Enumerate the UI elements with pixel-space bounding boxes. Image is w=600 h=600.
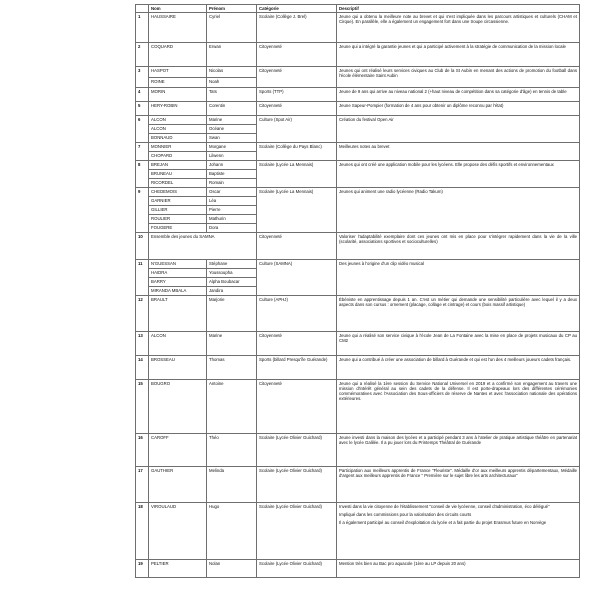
row-number: 14 — [136, 356, 149, 380]
cell-prenom: Marine — [207, 332, 257, 356]
table-row — [136, 161, 580, 170]
table-row — [136, 332, 580, 356]
cell-prenom: Erwan — [207, 43, 257, 67]
table-row — [136, 260, 580, 269]
cell-categorie: Citoyenneté — [257, 233, 337, 260]
cell-prenom: Youssoupha — [207, 269, 257, 278]
cell-nom: FOUGERE — [149, 224, 207, 233]
cell-descriptif — [337, 43, 580, 67]
row-number: 2 — [136, 43, 149, 67]
cell-descriptif — [337, 467, 580, 503]
cell-nom: ALCON — [149, 332, 207, 356]
descriptif-text: Valoriser l'adaptabilité exemplaire dont ces jeunes ont mis en place pour s'intégrer rapidement dans la vie de la ville (scolarité, associations sportives et socioculturelles) — [339, 234, 577, 245]
cell-prenom: Thomas — [207, 356, 257, 380]
header-categorie: Catégorie — [257, 5, 337, 13]
table-row — [136, 88, 580, 102]
cell-nom: BARRY — [149, 278, 207, 287]
row-number: 11 — [136, 260, 149, 296]
cell-prenom: Lilwenn — [207, 152, 257, 161]
descriptif-text: Jeune qui a réalisé son service civique à l'école Jean de La Fontaine avec la mise en place de projets musicaux du CP au CM2 — [339, 333, 577, 344]
cell-categorie: Citoyenneté — [257, 332, 337, 356]
cell-nom: BROSSEAU — [149, 356, 207, 380]
cell-categorie: Scolaire (Collège du Pays Blanc) — [257, 143, 337, 161]
row-number: 7 — [136, 143, 149, 161]
descriptif-text: Création du festival Open Air — [339, 117, 394, 123]
table-body — [136, 13, 580, 578]
row-number: 5 — [136, 102, 149, 116]
cell-nom: PELTIER — [149, 560, 207, 578]
cell-prenom: Nicolas — [207, 67, 257, 78]
cell-descriptif — [337, 560, 580, 578]
cell-prenom: Johann — [207, 161, 257, 170]
row-number: 19 — [136, 560, 149, 578]
cell-categorie: Scolaire (Lycée La Mennais) — [257, 161, 337, 188]
cell-nom: ALCON — [149, 116, 207, 125]
cell-categorie: Sports (TTP) — [257, 88, 337, 102]
cell-descriptif — [337, 188, 580, 233]
descriptif-text: Jeune qui a obtenu la meilleure note au brevet et qui s'est impliquée dans les parcours artistiques et culturels (CHAM et Cirque). En parallèle, elle a également un engagement fort dans une troupe circassienne. — [339, 14, 577, 25]
descriptif-text: Il a également participé au conseil d'exploitation du lycée et a fait partie du projet Erasmus future en Norvège — [339, 520, 547, 526]
cell-prenom: Antoine — [207, 380, 257, 434]
cell-nom: CAROFF — [149, 434, 207, 467]
cell-nom: Ensemble des jeunes du SAMNA — [149, 233, 257, 260]
descriptif-text: Jeune qui a contribué à créer une association de billard à Guérande et qui est l'un des 4 meilleurs joueurs cadets français. — [339, 357, 572, 363]
table-row — [136, 296, 580, 332]
row-number: 9 — [136, 188, 149, 233]
cell-nom: ROINE — [149, 77, 207, 88]
cell-descriptif — [337, 143, 580, 161]
cell-categorie: Citoyenneté — [257, 380, 337, 434]
cell-prenom: Marjorie — [207, 296, 257, 332]
cell-prenom: Noah — [207, 77, 257, 88]
cell-nom: BOUGRO — [149, 380, 207, 434]
cell-prenom: Swan — [207, 134, 257, 143]
cell-descriptif — [337, 233, 580, 260]
descriptif-text: Jeune de 9 ans qui arrive au niveau national 2 (+haut niveau de compétition dans sa catégorie d'âge) en tennis de table — [339, 89, 567, 95]
cell-categorie: Sports (billard Presqu'île Guérande) — [257, 356, 337, 380]
cell-prenom: Oscar — [207, 188, 257, 197]
cell-descriptif — [337, 356, 580, 380]
cell-categorie: Scolaire (Lycée La Mennais) — [257, 188, 337, 233]
cell-descriptif — [337, 67, 580, 88]
cell-descriptif — [337, 296, 580, 332]
cell-descriptif — [337, 102, 580, 116]
cell-descriptif — [337, 88, 580, 102]
cell-nom: COQUARD — [149, 43, 207, 67]
row-number: 6 — [136, 116, 149, 143]
header-number — [136, 5, 149, 13]
cell-categorie: Scolaire (Lycée Olivier Guichard) — [257, 503, 337, 560]
table-row — [136, 503, 580, 560]
cell-prenom: Marine — [207, 116, 257, 125]
row-number: 16 — [136, 434, 149, 467]
table-row — [136, 356, 580, 380]
table-row — [136, 102, 580, 116]
descriptif-text: Jeune qui a intégré la garantie jeunes et qui a participé activement à la stratégie de communication de la mission locale — [339, 44, 566, 50]
laureates-table — [135, 4, 580, 578]
cell-prenom: Stéphane — [207, 260, 257, 269]
cell-nom: GILLIER — [149, 206, 207, 215]
table-row — [136, 233, 580, 260]
descriptif-text: Participation aux meilleurs apprentis de France "Fleuriste". Médaille d'or aux meilleurs apprentis départementaux, Médaille d'argent aux meilleurs apprentis de France " Première sur le sujet libre les arts architecturaux" — [339, 468, 577, 479]
cell-prenom: Léa — [207, 197, 257, 206]
cell-prenom: Dora — [207, 224, 257, 233]
cell-prenom: Taïs — [207, 88, 257, 102]
descriptif-text: Jeune Sapeur-Pompier (formation de 4 ans pour obtenir un diplôme reconnu par l'état) — [339, 103, 504, 109]
cell-nom: N'GUESSAN — [149, 260, 207, 269]
header-nom: Nom — [149, 5, 207, 13]
cell-prenom: Romain — [207, 179, 257, 188]
table-row — [136, 116, 580, 125]
cell-nom: BRAULT — [149, 296, 207, 332]
cell-prenom: Melinda — [207, 467, 257, 503]
descriptif-text: Ébéniste en apprentissage depuis 1 an. C'est un métier qui demande une sensibilité particulière avec lequel il y a deux aspects dans son cursus : ornement (placage, collage et cintrage) et cours (bois massif artistique) — [339, 297, 577, 308]
cell-descriptif — [337, 434, 580, 467]
cell-categorie: Culture (APHJ) — [257, 296, 337, 332]
table-row — [136, 560, 580, 578]
cell-nom: HERY-ROBIN — [149, 102, 207, 116]
descriptif-text: Impliqué dans les commissions pour la valorisation des circuits courts — [339, 512, 472, 518]
cell-descriptif — [337, 116, 580, 143]
table-row — [136, 13, 580, 43]
cell-prenom: Océane — [207, 125, 257, 134]
cell-categorie: Culture (Spot Air) — [257, 116, 337, 143]
row-number: 4 — [136, 88, 149, 102]
header-descriptif: Descriptif — [337, 5, 580, 13]
cell-nom: HASPOT — [149, 67, 207, 78]
descriptif-text: Des jeunes à l'origine d'un clip vidéo musical — [339, 261, 424, 267]
cell-prenom: Théo — [207, 434, 257, 467]
cell-categorie: Culture (SAMNA) — [257, 260, 337, 296]
cell-nom: HAIDRA — [149, 269, 207, 278]
cell-prenom: Pierre — [207, 206, 257, 215]
descriptif-text: Meilleures notes au brevet — [339, 144, 390, 150]
cell-prenom: Jandira — [207, 287, 257, 296]
row-number: 3 — [136, 67, 149, 88]
cell-nom: VIROULAUD — [149, 503, 207, 560]
table-row — [136, 188, 580, 197]
cell-nom: CHOPARD — [149, 152, 207, 161]
cell-categorie: Citoyenneté — [257, 43, 337, 67]
cell-prenom: Baptiste — [207, 170, 257, 179]
cell-categorie: Citoyenneté — [257, 67, 337, 88]
cell-nom: GAUTHIER — [149, 467, 207, 503]
row-number: 8 — [136, 161, 149, 188]
header-prenom: Prénom — [207, 5, 257, 13]
cell-nom: HAUSSAIRE — [149, 13, 207, 43]
row-number: 1 — [136, 13, 149, 43]
cell-nom: GARNIER — [149, 197, 207, 206]
cell-descriptif — [337, 380, 580, 434]
table-row — [136, 434, 580, 467]
descriptif-text: Investi dans la vie citoyenne de l'établissement "conseil de vie lycéenne, conseil d'administration, éco délégué" — [339, 504, 550, 510]
cell-prenom: Alpha Boubacar — [207, 278, 257, 287]
row-number: 18 — [136, 503, 149, 560]
descriptif-text: Jeunes qui animent une radio lycéenne (Radio Takum) — [339, 189, 443, 195]
cell-nom: BREJAN — [149, 161, 207, 170]
cell-prenom: Mathurin — [207, 215, 257, 224]
cell-descriptif — [337, 503, 580, 560]
row-number: 12 — [136, 296, 149, 332]
cell-descriptif — [337, 332, 580, 356]
cell-categorie: Citoyenneté — [257, 102, 337, 116]
cell-prenom: Morgane — [207, 143, 257, 152]
cell-nom: ALCON — [149, 125, 207, 134]
cell-categorie: Scolaire (Lycée Olivier Guichard) — [257, 467, 337, 503]
cell-categorie: Scolaire (Lycée Olivier Guichard) — [257, 434, 337, 467]
cell-categorie: Scolaire (Collège J. Brel) — [257, 13, 337, 43]
descriptif-text: Jeune investi dans la maison des lycées et a participé pendant 3 ans à l'atelier de pratique artistique théâtre en partenariat avec le lycée Galilée. Il a pu jouer lors du Printemps Théâtral de Guérande — [339, 435, 577, 446]
cell-nom: BONNAUD — [149, 134, 207, 143]
cell-prenom: Corentin — [207, 102, 257, 116]
row-number: 10 — [136, 233, 149, 260]
cell-prenom: Cyriel — [207, 13, 257, 43]
cell-categorie: Scolaire (Lycée Olivier Guichard) — [257, 560, 337, 578]
row-number: 17 — [136, 467, 149, 503]
cell-nom: RICORDEL — [149, 179, 207, 188]
cell-nom: CHEDEMOIS — [149, 188, 207, 197]
table-row — [136, 67, 580, 78]
table-row — [136, 43, 580, 67]
cell-nom: BRUNEAU — [149, 170, 207, 179]
descriptif-text: Jeunes qui ont réalisé leurs services civiques au Club de la St Aubin en menant des actions de promotion du football dans l'école élémentaire Saint Aubin — [339, 68, 577, 79]
cell-nom: MORIN — [149, 88, 207, 102]
cell-descriptif — [337, 260, 580, 296]
table-row — [136, 143, 580, 152]
descriptif-text: Mention très bien au Bac pro aquacole (1ère au LP depuis 20 ans) — [339, 561, 466, 567]
table-row — [136, 380, 580, 434]
cell-descriptif — [337, 161, 580, 188]
table-header-row — [136, 5, 580, 13]
cell-prenom: Nolan — [207, 560, 257, 578]
cell-nom: MIRANDA MBALA — [149, 287, 207, 296]
cell-descriptif — [337, 13, 580, 43]
table-row — [136, 467, 580, 503]
cell-nom: ROULIER — [149, 215, 207, 224]
cell-prenom: Hugo — [207, 503, 257, 560]
descriptif-text: Jeunes qui ont créé une application mobile pour les lycéens. Elle propose des défis sportifs et environnementaux — [339, 162, 554, 168]
row-number: 13 — [136, 332, 149, 356]
descriptif-text: Jeune qui a réalisé la 1ère session du Service National Universel en 2019 et a confirmé son engagement au travers une mission d'intérêt général au sein des cadets de la défense. Il est porte-drapeaux lors des différentes cérémonies commémoratives avec l'Association des Sous-officiers de réserve de Nantes et avec l'association nationale des opérations extérieures. — [339, 381, 577, 402]
row-number: 15 — [136, 380, 149, 434]
cell-nom: MONNIER — [149, 143, 207, 152]
